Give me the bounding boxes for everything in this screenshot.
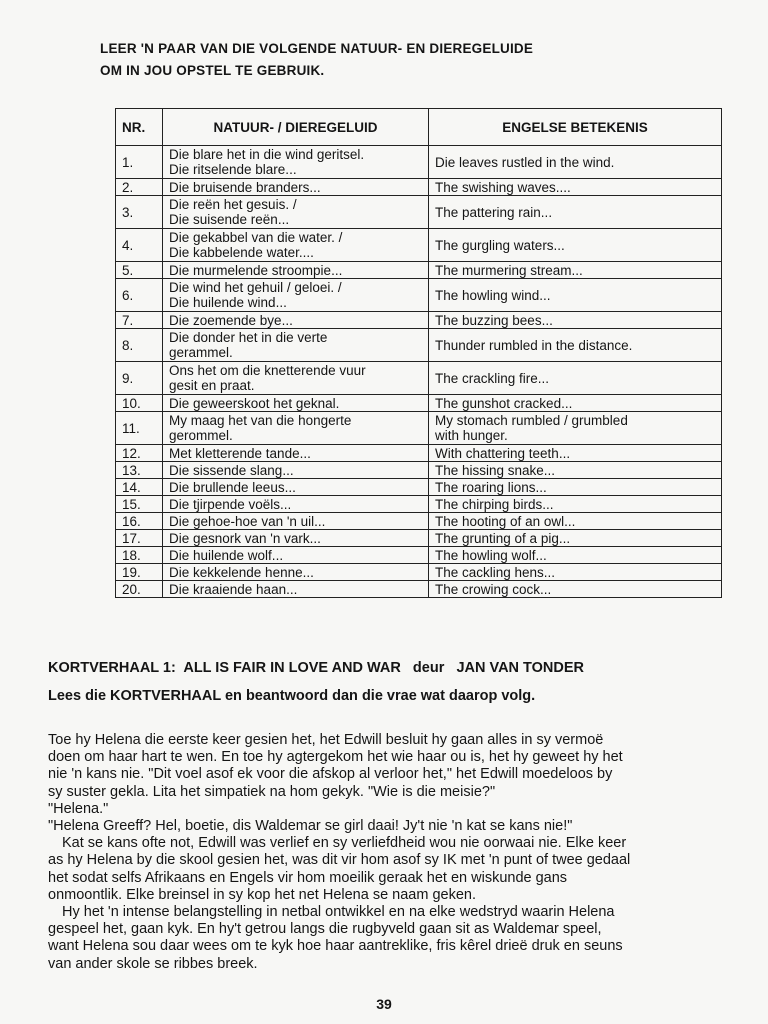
afrikaans-line: My maag het van die hongerte xyxy=(169,413,352,428)
afrikaans-line: Die kraaiende haan... xyxy=(169,581,298,597)
afrikaans-sound xyxy=(163,462,429,479)
afrikaans-line: gerammel. xyxy=(169,345,233,360)
english-meaning xyxy=(429,196,722,229)
table-row xyxy=(116,362,722,395)
story-paragraph xyxy=(48,904,760,973)
afrikaans-line: Die suisende reën... xyxy=(169,212,290,227)
row-number: 8. xyxy=(116,329,163,362)
afrikaans-sound xyxy=(163,329,429,362)
afrikaans-line: Die brullende leeus... xyxy=(169,479,296,495)
table-row xyxy=(116,581,722,598)
english-meaning xyxy=(429,329,722,362)
header-afrikaans: NATUUR- / DIEREGELUID xyxy=(163,109,429,146)
row-number: 5. xyxy=(116,262,163,279)
table-row xyxy=(116,329,722,362)
table-row xyxy=(116,179,722,196)
row-number: 7. xyxy=(116,312,163,329)
english-line: The roaring lions... xyxy=(435,479,547,495)
afrikaans-line: Die geweerskoot het geknal. xyxy=(169,395,340,411)
afrikaans-sound xyxy=(163,262,429,279)
afrikaans-sound xyxy=(163,445,429,462)
row-number: 17. xyxy=(116,530,163,547)
english-line: The gurgling waters... xyxy=(435,237,565,253)
row-number: 1. xyxy=(116,146,163,179)
english-line: My stomach rumbled / grumbled xyxy=(435,413,628,428)
table-row xyxy=(116,262,722,279)
english-meaning xyxy=(429,564,722,581)
row-number: 11. xyxy=(116,412,163,445)
table-row xyxy=(116,513,722,530)
english-line: The hooting of an owl... xyxy=(435,513,576,529)
english-meaning xyxy=(429,312,722,329)
table-row xyxy=(116,564,722,581)
table-row xyxy=(116,547,722,564)
english-line: The crowing cock... xyxy=(435,581,552,597)
afrikaans-line: Die sissende slang... xyxy=(169,462,294,478)
page-number: 39 xyxy=(376,996,392,1012)
row-number: 10. xyxy=(116,395,163,412)
afrikaans-sound xyxy=(163,479,429,496)
row-number: 3. xyxy=(116,196,163,229)
english-meaning xyxy=(429,229,722,262)
english-meaning xyxy=(429,445,722,462)
afrikaans-sound xyxy=(163,547,429,564)
afrikaans-line: Die gekabbel van die water. / xyxy=(169,230,343,245)
english-line: The buzzing bees... xyxy=(435,312,553,328)
instruction-line-1: LEER 'N PAAR VAN DIE VOLGENDE NATUUR- EN DIEREGELUIDE xyxy=(100,41,534,56)
english-line: The hissing snake... xyxy=(435,462,556,478)
english-meaning xyxy=(429,362,722,395)
story-line: Toe hy Helena die eerste keer gesien het, het Edwill besluit hy gaan alles in sy vermoë xyxy=(48,732,604,748)
english-line: with hunger. xyxy=(435,428,508,443)
afrikaans-sound xyxy=(163,229,429,262)
table-row xyxy=(116,479,722,496)
afrikaans-sound xyxy=(163,395,429,412)
story-line: Hy het 'n intense belangstelling in netbal ontwikkel en na elke wedstryd waarin Helena xyxy=(62,904,615,921)
row-number: 15. xyxy=(116,496,163,513)
story-line: gespeel het, gaan kyk. En hy't getrou langs die rugbyveld gaan sit as Waldemar speel, xyxy=(48,921,602,938)
english-line: The grunting of a pig... xyxy=(435,530,571,546)
afrikaans-sound xyxy=(163,513,429,530)
afrikaans-sound xyxy=(163,564,429,581)
english-meaning xyxy=(429,395,722,412)
row-number: 2. xyxy=(116,179,163,196)
english-meaning xyxy=(429,262,722,279)
afrikaans-line: Die kekkelende henne... xyxy=(169,564,314,580)
story-paragraph xyxy=(48,818,760,835)
english-meaning xyxy=(429,496,722,513)
afrikaans-line: Ons het om die knetterende vuur xyxy=(169,363,366,378)
story-line: doen om haar hart te wen. En toe hy agtergekom het wie haar ou is, het hy geweet hy het xyxy=(48,749,623,766)
row-number: 9. xyxy=(116,362,163,395)
header-nr: NR. xyxy=(116,109,163,146)
table-row xyxy=(116,196,722,229)
instruction-heading xyxy=(100,38,700,82)
story-line: "Helena Greeff? Hel, boetie, dis Waldemar se girl daai! Jy't nie 'n kat se kans nie!" xyxy=(48,818,573,835)
afrikaans-line: Die zoemende bye... xyxy=(169,312,293,328)
afrikaans-line: Die tjirpende voëls... xyxy=(169,496,292,512)
afrikaans-line: Die donder het in die verte xyxy=(169,330,328,345)
afrikaans-sound xyxy=(163,581,429,598)
afrikaans-sound xyxy=(163,279,429,312)
row-number: 14. xyxy=(116,479,163,496)
table-row xyxy=(116,496,722,513)
english-line: The chirping birds... xyxy=(435,496,554,512)
afrikaans-sound xyxy=(163,146,429,179)
row-number: 13. xyxy=(116,462,163,479)
story-body xyxy=(48,732,760,973)
story-paragraph xyxy=(48,801,760,818)
english-line: The crackling fire... xyxy=(435,370,550,386)
english-meaning xyxy=(429,547,722,564)
afrikaans-sound xyxy=(163,312,429,329)
row-number: 12. xyxy=(116,445,163,462)
afrikaans-line: Die bruisende branders... xyxy=(169,179,321,195)
story-paragraph xyxy=(48,732,760,801)
story-paragraph xyxy=(48,835,760,904)
story-instruction: Lees die KORTVERHAAL en beantwoord dan die vrae wat daarop volg. xyxy=(48,688,536,704)
table-row xyxy=(116,412,722,445)
row-number: 16. xyxy=(116,513,163,530)
afrikaans-line: Die gesnork van 'n vark... xyxy=(169,530,321,546)
afrikaans-line: Die gehoe-hoe van 'n uil... xyxy=(169,513,326,529)
afrikaans-sound xyxy=(163,530,429,547)
afrikaans-line: Met kletterende tande... xyxy=(169,445,311,461)
story-line: het sodat selfs Afrikaans en Engels vir hom moeilik geraak het en wiskunde gans xyxy=(48,869,568,886)
english-meaning xyxy=(429,530,722,547)
english-line: The murmering stream... xyxy=(435,262,583,278)
afrikaans-line: Die murmelende stroompie... xyxy=(169,262,343,278)
english-meaning xyxy=(429,479,722,496)
story-line: onmoontlik. Elke breinsel in sy kop het net Helena se naam geken. xyxy=(48,886,476,903)
story-line: van ander skole se ribbes breek. xyxy=(48,955,258,972)
header-english: ENGELSE BETEKENIS xyxy=(429,109,722,146)
afrikaans-line: gerommel. xyxy=(169,428,233,443)
table-header-row xyxy=(116,109,722,146)
sounds-table xyxy=(115,108,722,598)
afrikaans-line: Die blare het in die wind geritsel. xyxy=(169,147,365,162)
table-row xyxy=(116,445,722,462)
afrikaans-line: Die wind het gehuil / geloei. / xyxy=(169,280,342,295)
afrikaans-sound xyxy=(163,179,429,196)
table-row xyxy=(116,395,722,412)
afrikaans-sound xyxy=(163,412,429,445)
story-heading: KORTVERHAAL 1: ALL IS FAIR IN LOVE AND WAR deur JAN VAN TONDER xyxy=(48,660,585,676)
english-meaning xyxy=(429,146,722,179)
afrikaans-line: Die huilende wolf... xyxy=(169,547,284,563)
english-meaning xyxy=(429,412,722,445)
row-number: 20. xyxy=(116,581,163,598)
table-row xyxy=(116,146,722,179)
afrikaans-sound xyxy=(163,196,429,229)
afrikaans-sound xyxy=(163,362,429,395)
table-row xyxy=(116,530,722,547)
english-meaning xyxy=(429,279,722,312)
row-number: 4. xyxy=(116,229,163,262)
row-number: 6. xyxy=(116,279,163,312)
english-line: The gunshot cracked... xyxy=(435,395,573,411)
english-line: The howling wolf... xyxy=(435,547,547,563)
afrikaans-line: gesit en praat. xyxy=(169,378,255,393)
instruction-line-2: OM IN JOU OPSTEL TE GEBRUIK. xyxy=(100,63,325,78)
story-line: "Helena." xyxy=(48,800,109,817)
english-meaning xyxy=(429,179,722,196)
row-number: 19. xyxy=(116,564,163,581)
table-row xyxy=(116,229,722,262)
story-line: sy suster gekla. Lita het simpatiek na hom gekyk. "Wie is die meisie?" xyxy=(48,783,496,800)
afrikaans-sound xyxy=(163,496,429,513)
english-meaning xyxy=(429,581,722,598)
english-line: The howling wind... xyxy=(435,287,551,303)
story-line: Kat se kans ofte not, Edwill was verlief en sy verliefdheid wou nie oorwaai nie. Elke keer xyxy=(62,835,627,852)
english-meaning xyxy=(429,513,722,530)
afrikaans-line: Die reën het gesuis. / xyxy=(169,197,297,212)
table-row xyxy=(116,279,722,312)
afrikaans-line: Die ritselende blare... xyxy=(169,162,297,177)
story-line: as hy Helena by die skool gesien het, was dit vir hom asof sy IK met 'n punt of twee gedaal xyxy=(48,852,631,869)
afrikaans-line: Die huilende wind... xyxy=(169,295,287,310)
table-row xyxy=(116,312,722,329)
story-line: nie 'n kans nie. "Dit voel asof ek voor die afskop al verloor het," het Edwill moedeloos by xyxy=(48,766,613,783)
table-row xyxy=(116,462,722,479)
english-line: The cackling hens... xyxy=(435,564,556,580)
english-line: The pattering rain... xyxy=(435,204,553,220)
english-line: Die leaves rustled in the wind. xyxy=(435,154,615,170)
english-line: The swishing waves.... xyxy=(435,179,571,195)
english-line: Thunder rumbled in the distance. xyxy=(435,337,633,353)
row-number: 18. xyxy=(116,547,163,564)
story-line: want Helena sou daar wees om te kyk hoe haar aantreklike, fris kêrel drieë druk en seuns xyxy=(48,938,623,955)
english-meaning xyxy=(429,462,722,479)
english-line: With chattering teeth... xyxy=(435,445,571,461)
afrikaans-line: Die kabbelende water.... xyxy=(169,245,314,260)
